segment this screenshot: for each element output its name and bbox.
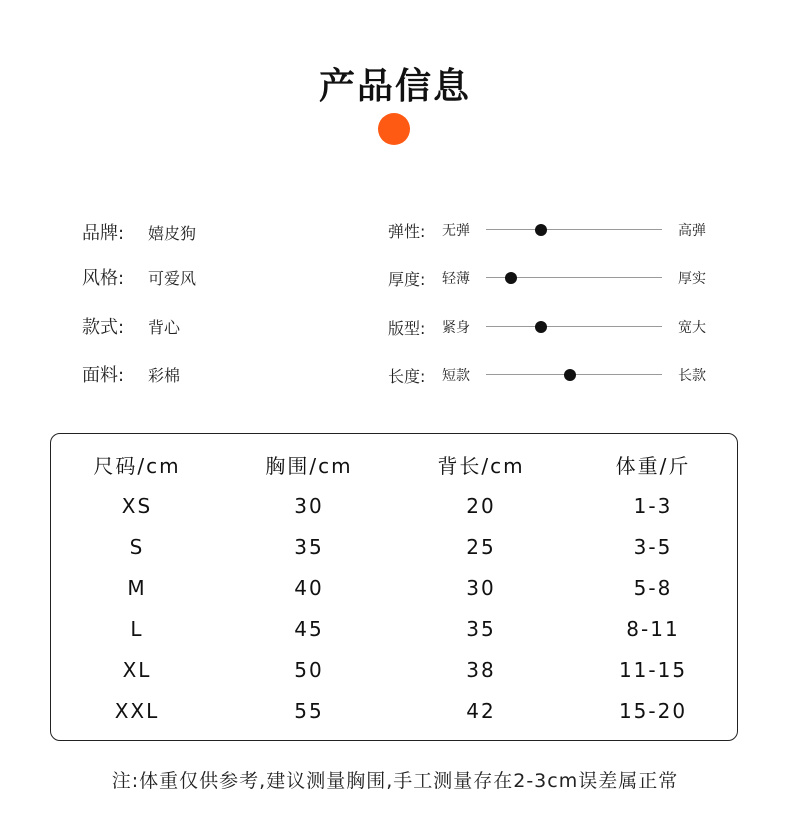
slider-min-label: 无弹 (442, 223, 470, 239)
table-cell: 11-15 (618, 658, 688, 682)
slider-length (388, 362, 718, 388)
table-cell: S (129, 535, 145, 559)
table-row (51, 614, 739, 644)
slider-min-label: 短款 (442, 368, 470, 384)
attr-type (82, 313, 180, 339)
accent-dot (378, 113, 410, 145)
slider-max-label: 长款 (678, 368, 706, 384)
attr-value: 可爱风 (148, 268, 197, 288)
table-cell: 50 (294, 658, 324, 682)
table-cell: 20 (466, 494, 496, 518)
table-cell: 42 (466, 699, 496, 723)
table-cell: 3-5 (633, 535, 673, 559)
attr-key: 面料: (82, 365, 125, 386)
attr-style (82, 264, 196, 290)
table-cell: 55 (294, 699, 324, 723)
slider-key: 版型: (388, 319, 426, 338)
table-cell: 38 (466, 658, 496, 682)
slider-knob (535, 321, 547, 333)
attr-value: 背心 (148, 317, 181, 337)
attr-fabric (82, 361, 180, 387)
slider-key: 弹性: (388, 222, 426, 241)
table-row (51, 491, 739, 521)
table-cell: 1-3 (633, 494, 673, 518)
table-cell: 8-11 (626, 617, 680, 641)
attr-key: 风格: (82, 268, 125, 289)
attr-key: 款式: (82, 317, 125, 338)
table-header-cell: 尺码/cm (93, 454, 181, 478)
slider-key: 厚度: (388, 270, 426, 289)
table-header-cell: 体重/斤 (615, 454, 691, 478)
table-cell: 30 (466, 576, 496, 600)
slider-track (486, 229, 662, 230)
slider-knob (505, 272, 517, 284)
slider-elasticity (388, 217, 718, 243)
page-title: 产品信息 (318, 66, 471, 107)
table-cell: XS (121, 494, 153, 518)
table-cell: 40 (294, 576, 324, 600)
attr-value: 嬉皮狗 (148, 223, 197, 243)
table-cell: 15-20 (618, 699, 688, 723)
table-header-row (51, 451, 739, 481)
table-row (51, 655, 739, 685)
slider-max-label: 高弹 (678, 223, 706, 239)
table-cell: M (127, 576, 147, 600)
footnote: 注:体重仅供参考,建议测量胸围,手工测量存在2-3cm误差属正常 (111, 770, 679, 792)
table-cell: 35 (294, 535, 324, 559)
table-row (51, 573, 739, 603)
table-cell: 5-8 (633, 576, 673, 600)
slider-thickness (388, 265, 718, 291)
table-cell: 45 (294, 617, 324, 641)
table-header-cell: 胸围/cm (265, 454, 353, 478)
table-cell: XXL (114, 699, 160, 723)
size-table (50, 433, 738, 741)
slider-key: 长度: (388, 367, 426, 386)
attr-key: 品牌: (82, 223, 125, 244)
slider-min-label: 紧身 (442, 320, 470, 336)
table-cell: 30 (294, 494, 324, 518)
slider-track (486, 326, 662, 327)
table-cell: 25 (466, 535, 496, 559)
slider-knob (535, 224, 547, 236)
table-cell: 35 (466, 617, 496, 641)
slider-max-label: 宽大 (678, 320, 706, 336)
table-cell: XL (122, 658, 152, 682)
table-row (51, 532, 739, 562)
slider-fit (388, 314, 718, 340)
attr-value: 彩棉 (148, 365, 181, 385)
slider-min-label: 轻薄 (442, 271, 470, 287)
slider-knob (564, 369, 576, 381)
table-header-cell: 背长/cm (437, 454, 525, 478)
attr-brand (82, 219, 196, 245)
slider-max-label: 厚实 (678, 271, 706, 287)
table-cell: L (130, 617, 144, 641)
table-row (51, 696, 739, 726)
